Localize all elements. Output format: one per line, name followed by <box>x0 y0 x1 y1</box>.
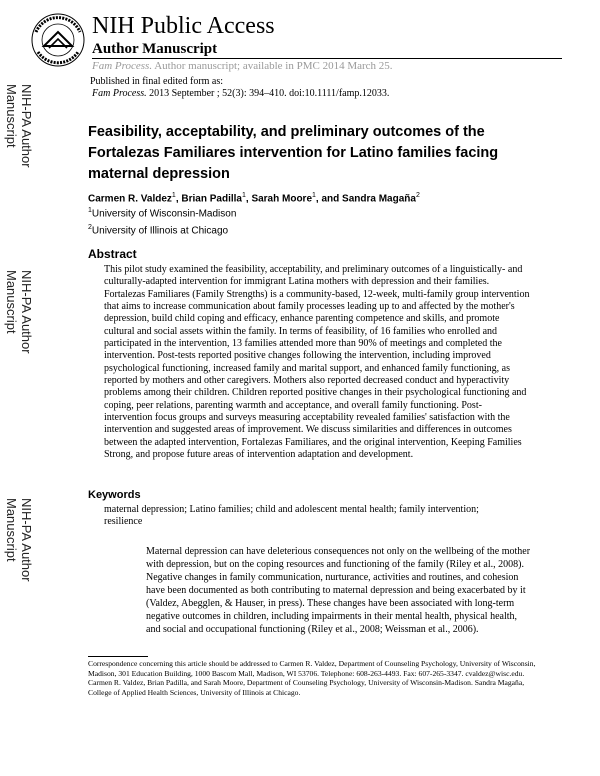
author-name: Sarah Moore <box>251 193 313 205</box>
affiliation-number: 1 <box>88 207 92 214</box>
affiliation-2 <box>88 224 228 236</box>
footnote-divider <box>88 656 148 657</box>
keywords-heading: Keywords <box>88 489 141 501</box>
side-label-2: NIH-PA Author Manuscript <box>4 270 34 354</box>
citation-journal: Fam Process. <box>92 88 147 99</box>
author-list <box>88 192 420 204</box>
article-title: Feasibility, acceptability, and preliminary outcomes of the Fortalezas Familiares intervention for Latino families facing maternal depression <box>88 124 499 182</box>
author-name: Brian Padilla <box>181 193 242 205</box>
author-affiliation-mark: 1 <box>241 192 246 199</box>
abstract-heading: Abstract <box>88 247 137 261</box>
author-affiliation-mark: 1 <box>171 192 176 199</box>
journal-name: Fam Process. <box>92 60 153 72</box>
author-name: Sandra Magaña <box>342 193 416 205</box>
side-label-3: NIH-PA Author Manuscript <box>4 498 34 582</box>
correspondence-note: Correspondence concerning this article should be addressed to Carmen R. Valdez, Department of Counseling Psychology, University of Wisconsin, Madison, 301 Education Building, 1000 Bascom Mall, Madison, WI 53706. Telephone: 608-263-4493. Fax: 607-265-3347. cvaldez@wisc.edu. <box>88 659 536 678</box>
published-label: Published in final edited form as: <box>90 76 224 87</box>
nih-seal-logo <box>30 12 86 68</box>
author-name: Carmen R. Valdez <box>88 193 172 205</box>
footnote <box>88 659 548 697</box>
affiliation-text: University of Illinois at Chicago <box>91 225 229 237</box>
manuscript-availability <box>92 60 393 72</box>
availability-text: Author manuscript; available in PMC 2014 March 25. <box>152 60 393 72</box>
keywords-list: maternal depression; Latino families; child and adolescent mental health; family intervention; resilience <box>104 504 479 527</box>
nih-public-access-title: NIH Public Access <box>92 13 275 39</box>
author-separator: , <box>175 193 182 205</box>
author-affiliation-mark: 1 <box>312 192 316 199</box>
author-separator: , <box>245 193 252 205</box>
side-label-1: NIH-PA Author Manuscript <box>4 84 34 168</box>
author-affiliations-note: Carmen R. Valdez, Brian Padilla, and Sarah Moore, Department of Counseling Psychology, University of Wisconsin-Madison. Sandra Magaña, College of Applied Health Sciences, University of Illinois at Chicago. <box>88 678 525 697</box>
author-manuscript-label: Author Manuscript <box>92 41 218 57</box>
publication-citation <box>92 88 389 99</box>
affiliation-number: 2 <box>88 224 92 231</box>
header-divider <box>92 58 562 59</box>
affiliation-1 <box>88 207 236 219</box>
affiliation-text: University of Wisconsin-Madison <box>91 208 237 220</box>
citation-details: 2013 September ; 52(3): 394–410. doi:10.1111/famp.12033. <box>146 88 390 99</box>
intro-paragraph: Maternal depression can have deleterious consequences not only on the wellbeing of the mother with depression, but on the coping resources and functioning of the family (Riley et al., 2008). Negative changes in family communication, nurturance, activities and routines, and cohesion have been documented as both contributing to maternal depression and being exacerbated by it (Valdez, Abegglen, & Hauser, in press). These changes have been associated with long-term negative outcomes in children, including impairments in their mental health, physical health, and social and occupational functioning (Riley et al., 2008; Weissman et al., 2006). <box>146 546 531 635</box>
abstract-body: This pilot study examined the feasibility, acceptability, and preliminary outcomes of a linguistically- and culturally-adapted intervention for immigrant Latina mothers with depression and their families. Fortalezas Familiares (Family Strengths) is a community-based, 12-week, multi-family group intervention that aims to increase communication about family processes leading up to and affected by the mother's depression, build child coping and efficacy, enhance parenting competence and skills, and promote cultural and social assets within the family. In terms of feasibility, of 16 families who enrolled and participated in the intervention, 13 families attended more than 90% of meetings and completed the intervention. Post-tests reported positive changes following the intervention, including improved psychological functioning, increased family and marital support, and enhanced family functioning, as reported by mothers and other caregivers. Mothers also reported decreased conduct and hyperactivity problems among their children. Children reported positive changes in their psychological functioning and coping, peer relations, parenting warmth and acceptance, and overall family functioning. Post-intervention focus groups and surveys measuring acceptability revealed families' satisfaction with the intervention and suggested areas of improvement. We discuss similarities and differences in outcomes between the adapted intervention, Fortalezas Familiares, and the original intervention, Keeping Families Strong, and propose future areas of intervention adaptation and development. <box>104 264 530 460</box>
author-separator: , and <box>315 193 343 205</box>
author-affiliation-mark: 2 <box>415 192 420 199</box>
